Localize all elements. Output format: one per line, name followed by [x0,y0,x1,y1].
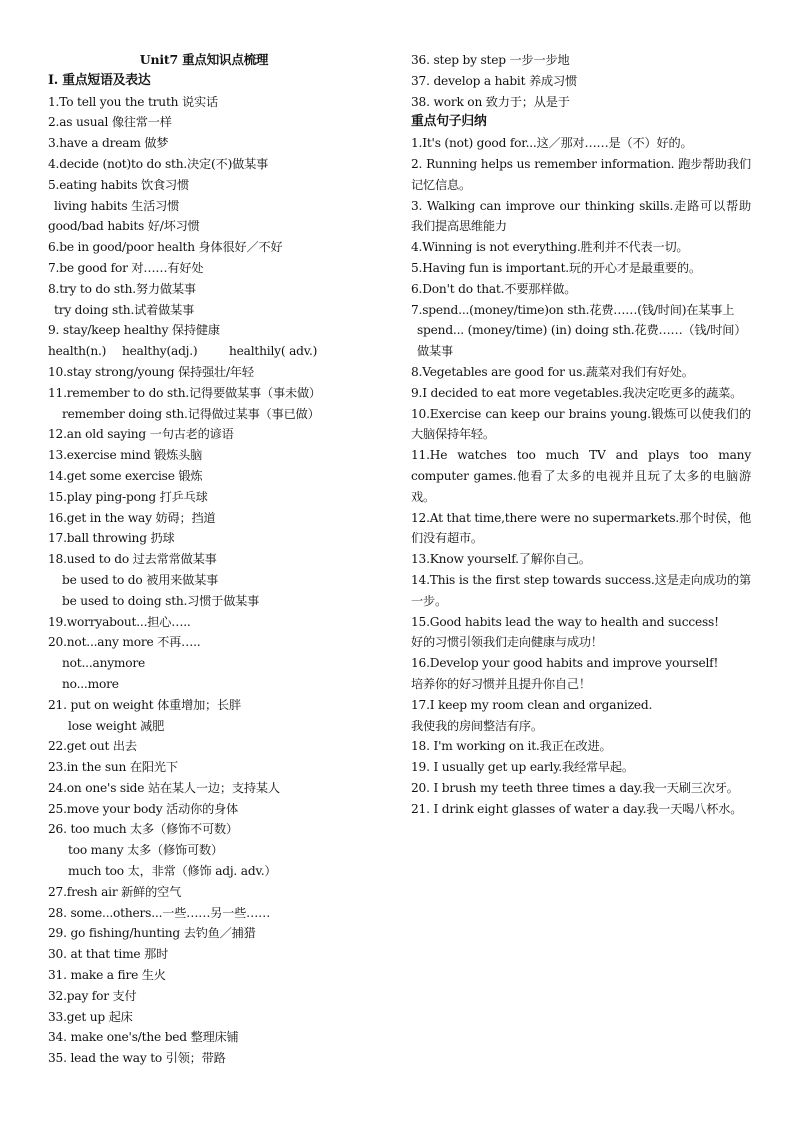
phrase-item: too many 太多（修饰可数） [68,843,223,858]
phrase-item: 25.move your body 活动你的身体 [48,801,239,816]
sentence-item: 2. Running helps us remember information. 跑步帮助我们记忆信息。 [411,156,751,192]
sentence-item: 15.Good habits lead the way to health and success! [411,614,719,629]
sentence-item: 11.He watches too much TV and plays too many computer games.他看了太多的电视并且玩了太多的电脑游戏。 [411,448,751,504]
sentence-item: 19. I usually get up early.我经常早起。 [411,760,634,775]
sentence-item: 12.At that time,there were no supermarkets.那个时侯，他们没有超市。 [411,510,751,546]
phrase-item: 34. make one's/the bed 整理床铺 [48,1030,239,1045]
sentence-item: 36. step by step 一步一步地 [411,53,570,67]
phrase-item: 35. lead the way to 引领；带路 [48,1051,226,1066]
phrase-item: 16.get in the way 妨碍；挡道 [48,510,216,525]
phrase-item: not...anymore [62,656,146,671]
left-column [48,50,400,1069]
sentence-item: 14.This is the first step towards success.这是走向成功的第一步。 [411,572,751,608]
phrase-item: 17.ball throwing 扔球 [48,531,175,546]
document-title: Unit7 重点知识点梳理 [139,52,269,67]
word-forms-row [48,341,400,362]
sentence-item: 4.Winning is not everything.胜利并不代表一切。 [411,240,689,255]
sentence-item: 好的习惯引领我们走向健康与成功！ [411,635,603,650]
phrase-item: 2.as usual 像往常一样 [48,115,172,130]
phrase-item: 20.not...any more 不再….. [48,635,201,650]
phrase-item: 33.get up 起床 [48,1009,133,1024]
phrase-item: 5.eating habits 饮食习惯 [48,177,190,192]
sentence-item: 6.Don't do that.不要那样做。 [411,281,577,296]
phrase-item: 21. put on weight 体重增加；长胖 [48,697,242,712]
phrase-item: try doing sth.试着做某事 [54,302,195,317]
phrase-item: 19.worryabout...担心….. [48,614,191,629]
phrase-item: 30. at that time 那时 [48,947,169,962]
phrase-item: 15.play ping-pong 打乒乓球 [48,489,208,504]
sentence-item: 5.Having fun is important.玩的开心才是最重要的。 [411,260,701,275]
sentence-item: 21. I drink eight glasses of water a day.我一天喝八杯水。 [411,801,743,816]
phrase-item: 32.pay for 支付 [48,988,137,1003]
phrase-item: much too 太，非常（修饰 adj. adv.） [68,864,277,879]
sentence-item: 培养你的好习惯并且提升你自己！ [411,676,591,691]
phrase-item: no...more [62,676,119,691]
phrase-item: 12.an old saying 一句古老的谚语 [48,427,234,442]
sentence-item: 37. develop a habit 养成习惯 [411,73,577,88]
phrase-item: 18.used to do 过去常常做某事 [48,552,217,567]
phrase-item: lose weight 减肥 [68,718,165,733]
phrase-item: 14.get some exercise 锻炼 [48,468,203,483]
phrase-item: 4.decide (not)to do sth.决定(不)做某事 [48,156,269,171]
section-heading: I. 重点短语及表达 [48,72,151,88]
phrase-item: be used to doing sth.习惯于做某事 [62,593,260,608]
phrase-item: 7.be good for 对……有好处 [48,260,204,275]
phrase-item: 29. go fishing/hunting 去钓鱼／捕猎 [48,926,256,941]
sentence-item: 20. I brush my teeth three times a day.我一天刷三次牙。 [411,780,739,795]
phrase-item: 22.get out 出去 [48,739,137,754]
phrase-item: 10.stay strong/young 保持强壮/年轻 [48,364,254,379]
sentence-item: 13.Know yourself.了解你自己。 [411,552,591,567]
phrase-item: living habits 生活习惯 [54,198,180,213]
phrase-item: good/bad habits 好/坏习惯 [48,219,200,234]
phrase-item: be used to do 被用来做某事 [62,572,219,587]
word-form: healthily( adv.) [229,344,318,359]
sentence-item: 17.I keep my room clean and organized. [411,697,653,712]
sentence-item: 7.spend...(money/time)on sth.花费……(钱/时间)在某事上 [411,302,735,317]
word-form: healthy(adj.) [122,344,198,359]
phrase-item: 27.fresh air 新鲜的空气 [48,884,182,899]
phrase-item: 28. some...others...一些……另一些…… [48,905,271,920]
sentence-item: 9.I decided to eat more vegetables.我决定吃更多的蔬菜。 [411,385,743,400]
phrase-item: 24.on one's side 站在某人一边；支持某人 [48,780,280,795]
phrase-item: 9. stay/keep healthy 保持健康 [48,323,220,338]
phrase-item: remember doing sth.记得做过某事（事已做） [62,406,320,421]
phrase-item: 1.To tell you the truth 说实话 [48,94,218,109]
phrase-item: 8.try to do sth.努力做某事 [48,281,196,296]
sentence-item: 8.Vegetables are good for us.蔬菜对我们有好处。 [411,364,694,379]
phrase-item: 23.in the sun 在阳光下 [48,760,178,775]
sentence-item: 我使我的房间整洁有序。 [411,718,543,733]
sentence-item: 10.Exercise can keep our brains young.锻炼可以使我们的大脑保持年轻。 [411,406,751,442]
phrase-item: 31. make a fire 生火 [48,968,166,983]
section-heading: 重点句子归纳 [411,114,487,130]
phrase-item: 26. too much 太多（修饰不可数） [48,822,238,837]
sentence-item: 18. I'm working on it.我正在改进。 [411,739,612,754]
sentence-item: spend... (money/time) (in) doing sth.花费……（钱/时间）做某事 [417,323,747,359]
sentence-item: 38. work on 致力于；从是于 [411,94,570,109]
phrase-item: 11.remember to do sth.记得要做某事（事未做） [48,385,321,400]
sentence-item: 1.It's (not) good for...这／那对……是（不）好的。 [411,136,693,151]
phrase-item: 13.exercise mind 锻炼头脑 [48,448,203,463]
phrase-item: 3.have a dream 做梦 [48,136,169,151]
word-form: health(n.) [48,344,107,359]
sentence-item: 16.Develop your good habits and improve yourself! [411,656,719,671]
phrase-item: 6.be in good/poor health 身体很好／不好 [48,240,283,255]
sentence-item: 3. Walking can improve our thinking skills.走路可以帮助我们提高思维能力 [411,198,751,234]
right-column [411,50,751,819]
